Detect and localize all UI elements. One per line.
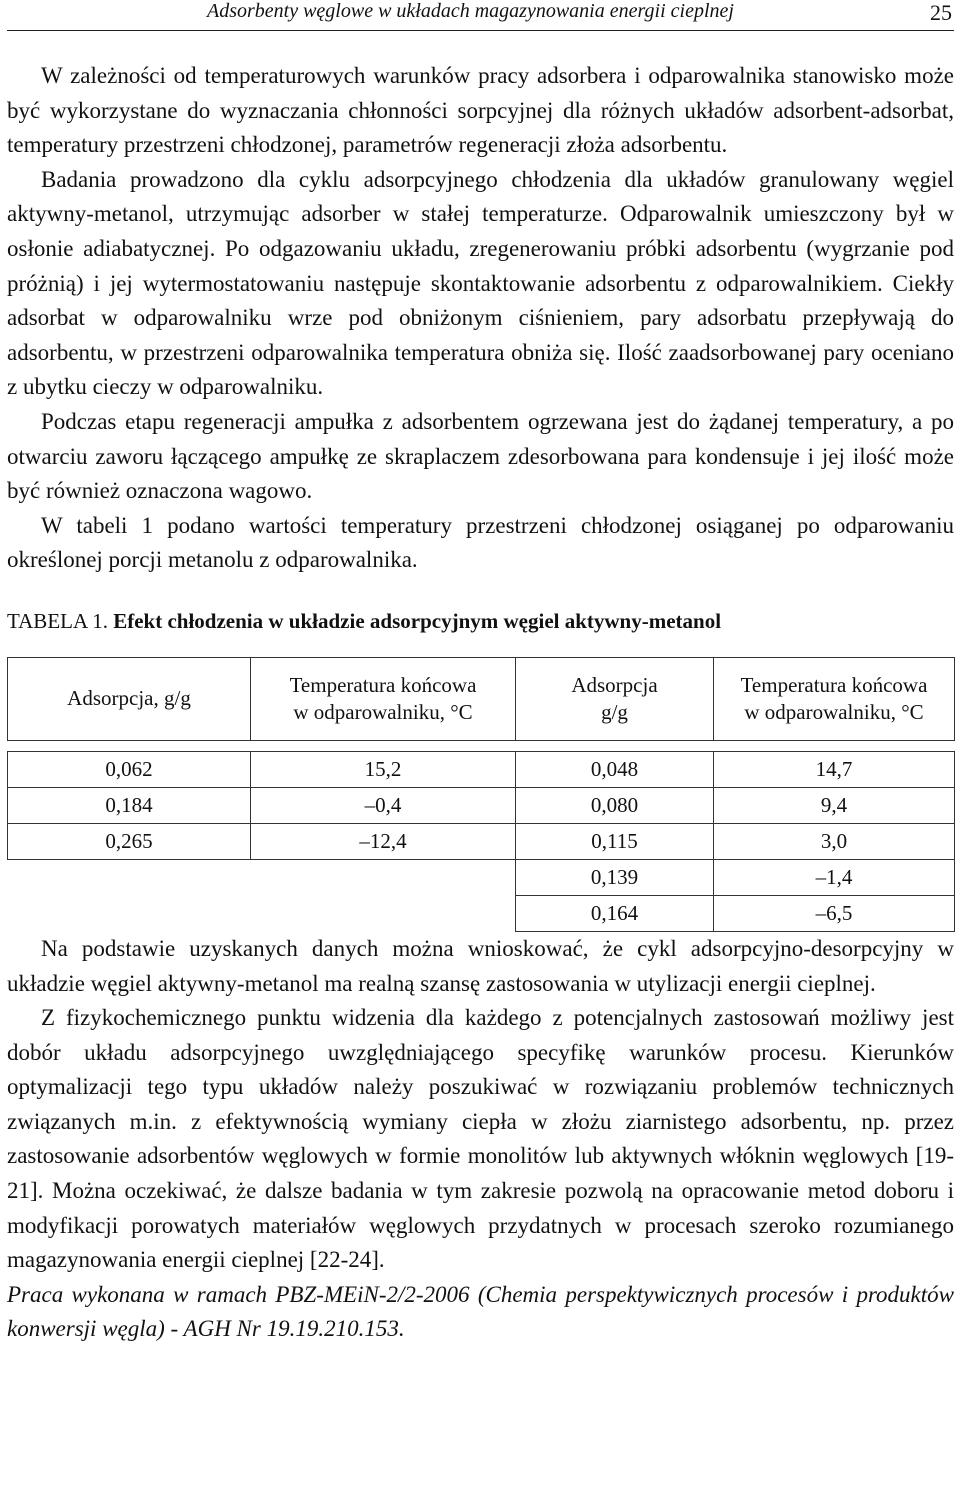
table-header-row — [8, 657, 955, 740]
paragraph: W tabeli 1 podano wartości temperatury przestrzeni chłodzonej osiąganej po odparowaniu określonej porcji metanolu z odparowalnika. — [7, 512, 954, 573]
column-header: Temperatura końcowa w odparowalniku, °C — [714, 657, 955, 740]
running-title: Adsorbenty węglowe w układach magazynowania energii cieplnej — [207, 0, 734, 22]
running-header — [7, 0, 954, 31]
paragraph: W zależności od temperaturowych warunków pracy adsorbera i odparowalnika stanowisko może być wykorzystane do wyznaczania chłonności sorpcyjnej dla różnych układów adsorbent-adsorbat, temperatury przestrzeni chłodzonej, parametrów regeneracji złoża adsorbentu. — [7, 63, 954, 158]
table-cell: 0,048 — [516, 751, 714, 787]
table-row — [8, 787, 955, 823]
table-cell: –12,4 — [251, 823, 516, 859]
table-title: Efekt chłodzenia w układzie adsorpcyjnym węgiel aktywny-metanol — [113, 608, 722, 633]
table-cell — [251, 895, 516, 931]
paragraph: Podczas etapu regeneracji ampułka z adsorbentem ogrzewana jest do żądanej temperatury, a po otwarciu zaworu łączącego ampułkę ze skraplaczem zdesorbowana para kondensuje i jej ilość może być również oznaczona wagowo. — [7, 408, 954, 504]
table-cell: 15,2 — [251, 751, 516, 787]
table-cell: 14,7 — [714, 751, 955, 787]
table-label: TABELA 1. — [7, 608, 108, 633]
table-cell — [251, 859, 516, 895]
acknowledgement-note: Praca wykonana w ramach PBZ-MEiN-2/2-2006 (Chemia perspektywicznych procesów i produktów konwersji węgla) - AGH Nr 19.19.210.153. — [7, 1281, 954, 1342]
table-cell: 9,4 — [714, 787, 955, 823]
table-cell: 3,0 — [714, 823, 955, 859]
table-cell: 0,115 — [516, 823, 714, 859]
table-cell: –1,4 — [714, 859, 955, 895]
table-row — [8, 751, 955, 787]
table-cell: 0,184 — [8, 787, 251, 823]
table-cell: 0,062 — [8, 751, 251, 787]
table-row — [8, 895, 955, 931]
table-cell: 0,265 — [8, 823, 251, 859]
results-table — [7, 657, 955, 932]
page-number: 25 — [930, 0, 952, 25]
table-caption — [7, 608, 954, 634]
table-cell: 0,164 — [516, 895, 714, 931]
paragraph: Z fizykochemicznego punktu widzenia dla każdego z potencjalnych zastosowań możliwy jest dobór układu adsorpcyjnego uwzględniającego specyfikę warunków procesu. Kierunków optymalizacji tego typu układów należy poszukiwać w rozwiązaniu problemów technicznych związanych m.in. z efektywnością wymiany ciepła w złożu ziarnistego adsorbentu, np. przez zastosowanie adsorbentów węglowych w formie monolitów lub aktywnych włóknin węglowych [19-21]. Można oczekiwać, że dalsze badania w tym zakresie pozwolą na opracowanie metod doboru i modyfikacji porowatych materiałów węglowych przydatnych w procesach szeroko rozumianego magazynowania energii cieplnej [22-24]. — [7, 1005, 954, 1273]
column-header: Adsorpcja, g/g — [8, 657, 251, 740]
table-cell: –0,4 — [251, 787, 516, 823]
table-cell — [8, 859, 251, 895]
table-cell — [8, 895, 251, 931]
paragraph: Badania prowadzono dla cyklu adsorpcyjnego chłodzenia dla układów granulowany węgiel aktywny-metanol, utrzymując adsorber w stałej temperaturze. Odparowalnik umieszczony był w osłonie adiabatycznej. Po odgazowaniu układu, zregenerowaniu próbki adsorbentu (wygrzanie pod próżnią) i jej wytermostatowaniu następuje skontaktowanie adsorbentu z odparowalnikiem. Ciekły adsorbat w odparowalniku wrze pod obniżonym ciśnieniem, pary adsorbatu przepływają do adsorbentu, w przestrzeni odparowalnika temperatura obniża się. Ilość zaadsorbowanej pary oceniano z ubytku cieczy w odparowalniku. — [7, 166, 954, 400]
paragraph: Na podstawie uzyskanych danych można wnioskować, że cykl adsorpcyjno-desorpcyjny w układzie węgiel aktywny-metanol ma realną szansę zastosowania w utylizacji energii cieplnej. — [7, 935, 954, 996]
column-header: Adsorpcja g/g — [516, 657, 714, 740]
table-cell: –6,5 — [714, 895, 955, 931]
table-row — [8, 859, 955, 895]
column-header: Temperatura końcowa w odparowalniku, °C — [251, 657, 516, 740]
table-row — [8, 823, 955, 859]
table-cell: 0,139 — [516, 859, 714, 895]
table-cell: 0,080 — [516, 787, 714, 823]
page — [7, 0, 954, 1347]
table-spacer — [8, 740, 955, 751]
